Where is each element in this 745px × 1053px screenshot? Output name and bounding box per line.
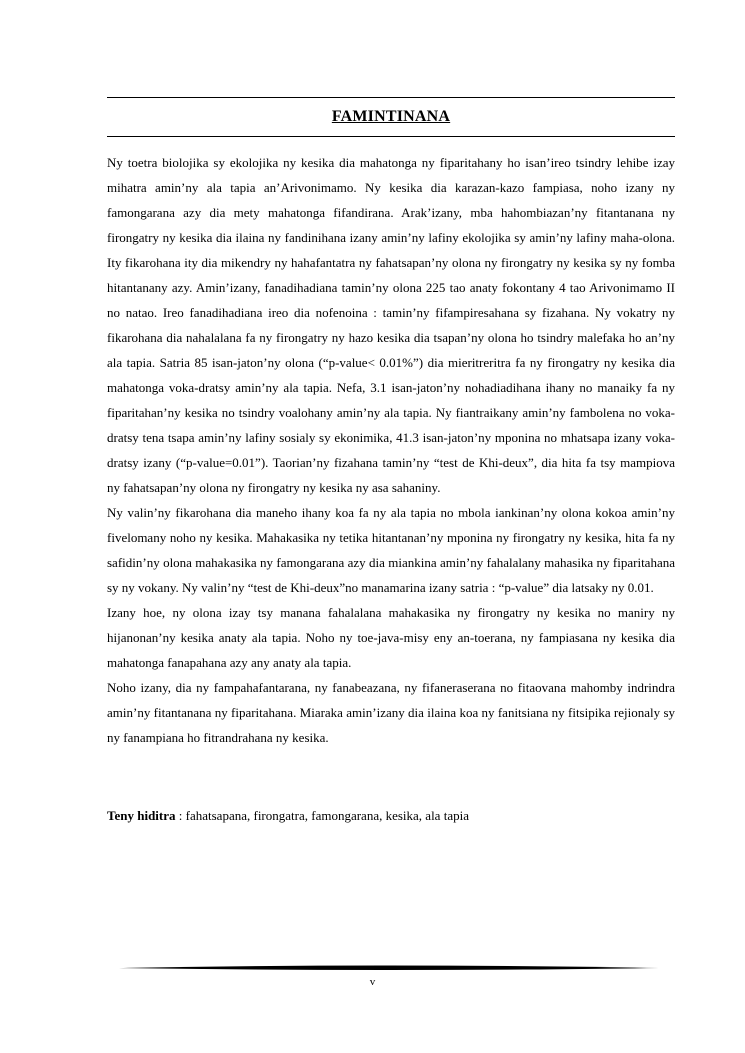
paragraph-1: Ny toetra biolojika sy ekolojika ny kesika dia mahatonga ny fiparitahany ho isan’ireo tsindry lehibe izay mihatra amin’ny ala tapia an’Arivonimamo. Ny kesika dia karazan-kazo fampiasa, noho izany ny famongarana azy dia mety mahatonga fifandirana. Arak’izany, mba hahombiazan’ny fitantanana ny firongatry ny kesika dia ilaina ny fandinihana izany amin’ny lafiny ekolojika sy amin’ny lafiny maha-olona. Ity fikarohana ity dia mikendry ny hahafantatra ny fahatsapan’ny olona ny firongatry ny kesika sy ny fomba hitantanany azy. Amin’izany, fanadihadiana tamin’ny olona 225 tao anaty fokontany 4 tao Arivonimamo II no natao. Ireo fanadihadiana ireo dia nofenoina : tamin’ny fifampiresahana sy fizahana. Ny vokatry ny fikarohana dia nahalalana fa ny firongatry ny hazo kesika dia tsapan’ny olona ho tsindry malefaka ho an’ny ala tapia. Satria 85 isan-jaton’ny olona (“p-value< 0.01%”) dia mieritreritra fa ny firongatry ny kesika dia mahatonga voka-dratsy amin’ny ala tapia. Nefa, 3.1 isan-jaton’ny nohadiadihana ihany no manaiky fa ny fiparitahan’ny kesika no tsindry voalohany amin’ny ala tapia. Ny fiantraikany amin’ny fambolena no voka-dratsy tena tsapa amin’ny lafiny sosialy sy ekonimika, 41.3 isan-jaton’ny mponina no mhatsapa izany voka-dratsy izany (“p-value=0.01”). Taorian’ny fizahana tamin’ny “test de Khi-deux”, dia hita fa tsy mampiova ny fahatsapan’ny olona ny firongatry ny kesika ny asa sahaniny.: [107, 155, 675, 495]
title-block: [107, 97, 675, 137]
footer-rule: [119, 964, 659, 972]
page-number: v: [369, 976, 376, 988]
page-title: FAMINTINANA: [331, 108, 451, 125]
keywords-line: [107, 803, 675, 828]
abstract-body: [107, 150, 675, 750]
paragraph-4: Noho izany, dia ny fampahafantarana, ny fanabeazana, ny fifaneraserana no fitaovana mahomby indrindra amin’ny fitantanana ny fiparitahana. Miaraka amin’izany dia ilaina koa ny fanitsiana ny fitsipika rejionaly sy ny fanampiana ho fitrandrahana ny kesika.: [107, 680, 675, 745]
keywords-label: Teny hiditra: [107, 808, 176, 823]
paragraph-2: Ny valin’ny fikarohana dia maneho ihany koa fa ny ala tapia no mbola iankinan’ny olona kokoa amin’ny fivelomany noho ny kesika. Mahakasika ny tetika hitantanan’ny mponina ny firongatry ny kesika, hita fa ny safidin’ny olona mahakasika ny famongarana azy dia miankina amin’ny fahalalany mahasika ny fiparitahana sy ny vokany. Ny valin’ny “test de Khi-deux”no manamarina izany satria : “p-value” dia latsaky ny 0.01.: [107, 505, 675, 595]
keywords-text: fahatsapana, firongatra, famongarana, kesika, ala tapia: [185, 808, 469, 823]
keywords-separator: :: [175, 808, 186, 823]
paragraph-3: Izany hoe, ny olona izay tsy manana fahalalana mahakasika ny firongatry ny kesika no maniry ny hijanonan’ny kesika anaty ala tapia. Noho ny toe-java-misy eny an-toerana, ny fampiasana ny kesika dia mahatonga fanapahana azy any anaty ala tapia.: [107, 605, 675, 670]
